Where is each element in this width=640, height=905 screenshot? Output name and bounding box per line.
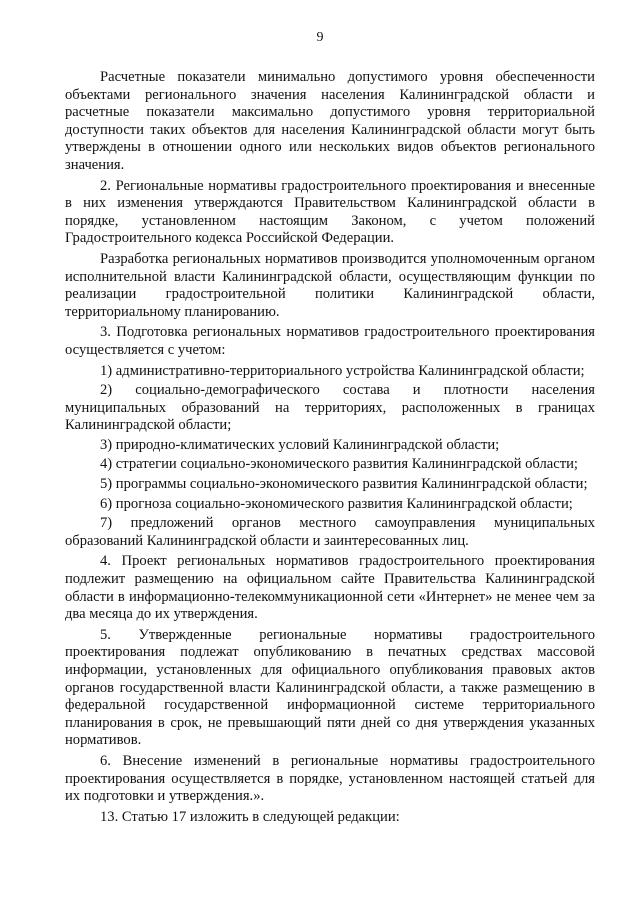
list-item: 1) административно-территориального устройства Калининградской области; (100, 362, 585, 379)
paragraph: 5. Утвержденные региональные нормативы градостроительного проектирования подлежат опубликованию в печатных средствах массовой информации, установленных для официального опубликования правовых актов органов государственной власти Калининградской области, а также размещению в федеральной государственной информационной системе территориального планирования в срок, не превышающий пяти дней со дня утверждения указанных нормативов. (65, 626, 595, 749)
paragraph: 2. Региональные нормативы градостроительного проектирования и внесенные в них изменения утверждаются Правительством Калининградской области в порядке, установленном настоящим Законом, с учетом положений Градостроительного кодекса Российской Федерации. (65, 177, 595, 247)
paragraph: Разработка региональных нормативов производится уполномоченным органом исполнительной власти Калининградской области, осуществляющим функции по реализации градостроительной политики Калининградской области, территориальному планированию. (65, 250, 595, 320)
document-body (65, 69, 595, 829)
paragraph: 6. Внесение изменений в региональные нормативы градостроительного проектирования осуществляется в порядке, установленном настоящей статьей для их подготовки и утверждения.». (65, 752, 595, 805)
list-item: 4) стратегии социально-экономического развития Калининградской области; (100, 456, 578, 473)
list-item: 3) природно-климатических условий Калининградской области; (100, 436, 500, 453)
list-item: 6) прогноза социально-экономического развития Калининградской области; (100, 495, 573, 512)
paragraph: 13. Статью 17 изложить в следующей редакции: (100, 808, 400, 825)
page-number: 9 (316, 30, 324, 45)
paragraph: 3. Подготовка региональных нормативов градостроительного проектирования осуществляется с учетом: (65, 324, 595, 358)
list-item: 5) программы социально-экономического развития Калининградской области; (100, 476, 588, 493)
list-item: 2) социально-демографического состава и плотности населения муниципальных образований на территориях, расположенных в границах Калининградской области; (65, 382, 595, 434)
paragraph: 4. Проект региональных нормативов градостроительного проектирования подлежит размещению на официальном сайте Правительства Калининградской области в информационно-телекоммуникационной сети «Интернет» не менее чем за два месяца до их утверждения. (65, 553, 595, 623)
list-item: 7) предложений органов местного самоуправления муниципальных образований Калининградской области и заинтересованных лиц. (65, 515, 595, 549)
paragraph: Расчетные показатели минимально допустимого уровня обеспеченности объектами регионального значения населения Калининградской области и расчетные показатели максимально допустимого уровня территориальной доступности таких объектов для населения Калининградской области могут быть утверждены в отношении одного или нескольких видов объектов регионального значения. (65, 69, 595, 173)
